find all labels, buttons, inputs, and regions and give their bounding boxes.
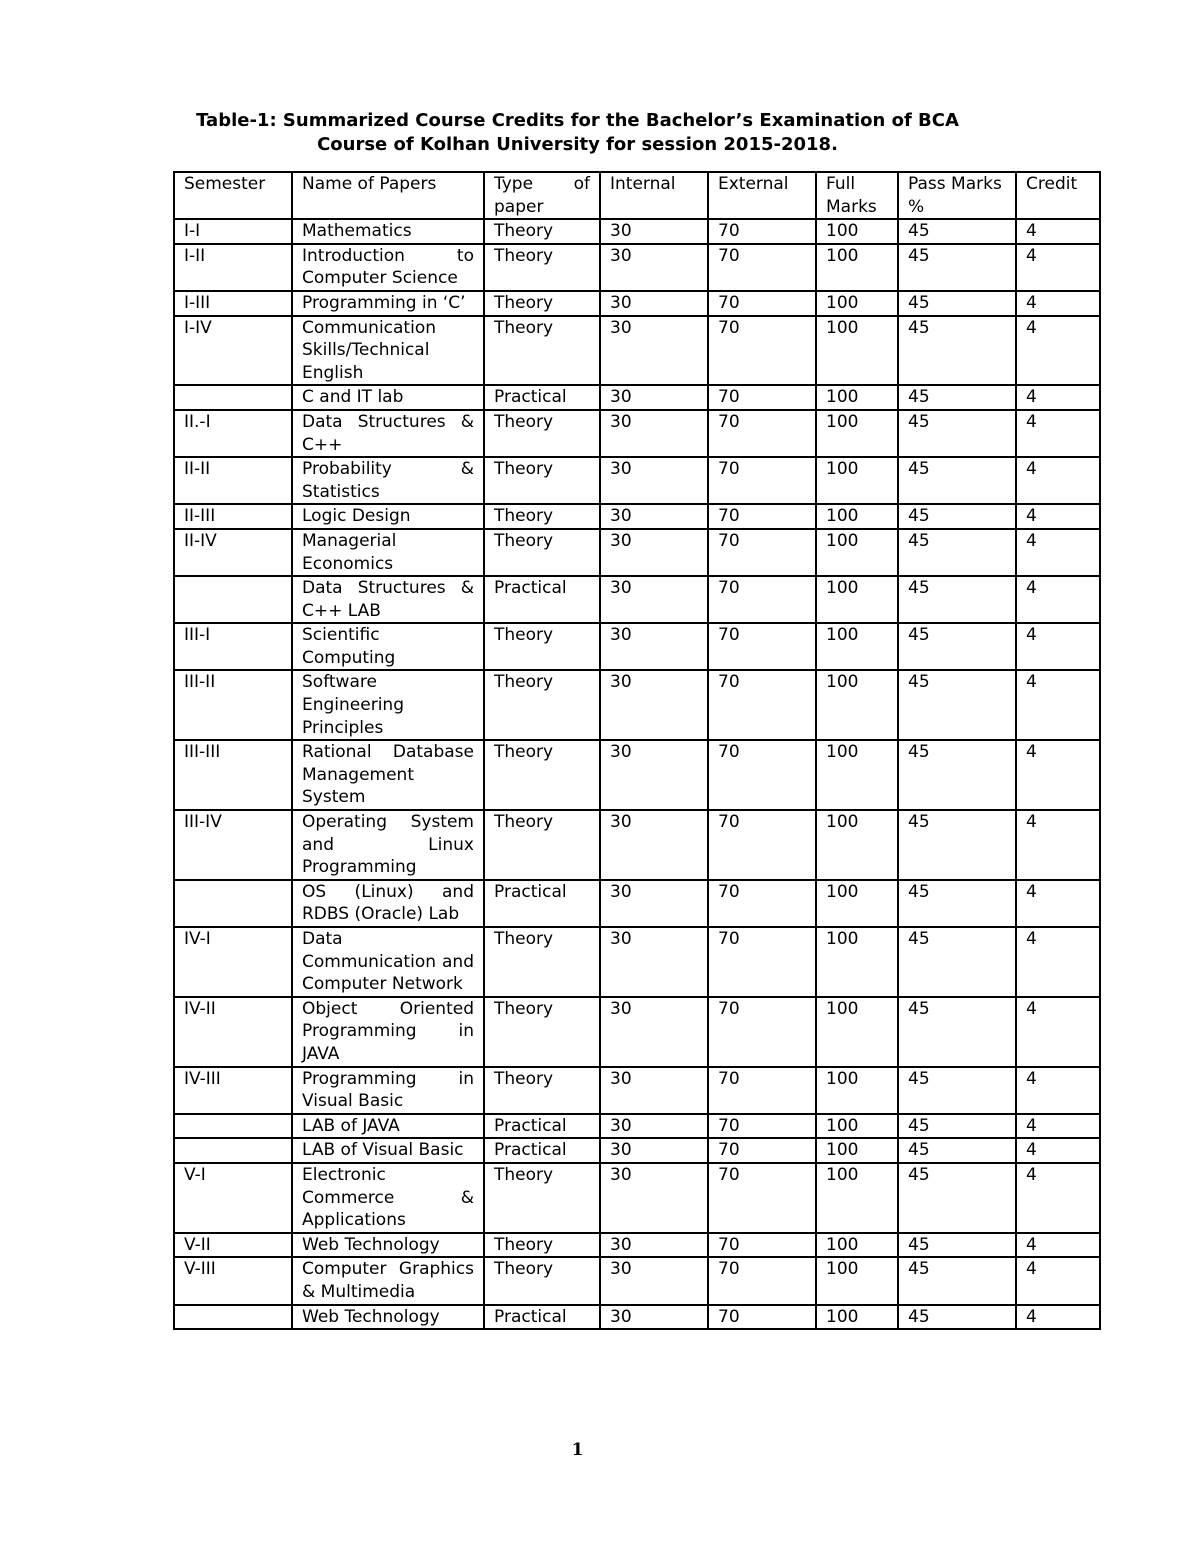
credit-cell: 4 <box>1016 927 1100 997</box>
pass-marks-cell: 45 <box>898 1114 1016 1139</box>
table-row <box>174 316 1100 386</box>
table-row <box>174 291 1100 316</box>
table-row <box>174 927 1100 997</box>
internal-marks-cell: 30 <box>600 1067 708 1114</box>
paper-name-cell: Object Oriented Programming in JAVA <box>292 997 484 1067</box>
full-marks-cell: 100 <box>816 623 898 670</box>
paper-type-cell: Theory <box>484 1067 600 1114</box>
semester-cell <box>174 1114 292 1139</box>
paper-name-cell: Computer Graphics & Multimedia <box>292 1257 484 1304</box>
internal-marks-cell: 30 <box>600 1257 708 1304</box>
pass-marks-cell: 45 <box>898 1233 1016 1258</box>
header-type-of-paper: Type of paper <box>484 172 600 219</box>
paper-type-cell: Theory <box>484 1233 600 1258</box>
full-marks-cell: 100 <box>816 740 898 810</box>
table-row <box>174 740 1100 810</box>
full-marks-cell: 100 <box>816 219 898 244</box>
paper-name-cell: Communication Skills/Technical English <box>292 316 484 386</box>
page-number: 1 <box>571 1440 584 1460</box>
external-marks-cell: 70 <box>708 219 816 244</box>
paper-type-cell: Theory <box>484 810 600 880</box>
header-full-marks: Full Marks <box>816 172 898 219</box>
table-row <box>174 529 1100 576</box>
pass-marks-cell: 45 <box>898 244 1016 291</box>
table-row <box>174 457 1100 504</box>
credit-cell: 4 <box>1016 740 1100 810</box>
paper-type-cell: Practical <box>484 576 600 623</box>
internal-marks-cell: 30 <box>600 529 708 576</box>
external-marks-cell: 70 <box>708 670 816 740</box>
credit-cell: 4 <box>1016 291 1100 316</box>
paper-name-cell: Programming in Visual Basic <box>292 1067 484 1114</box>
external-marks-cell: 70 <box>708 1305 816 1330</box>
header-semester: Semester <box>174 172 292 219</box>
full-marks-cell: 100 <box>816 927 898 997</box>
semester-cell: II-III <box>174 504 292 529</box>
full-marks-cell: 100 <box>816 576 898 623</box>
pass-marks-cell: 45 <box>898 623 1016 670</box>
external-marks-cell: 70 <box>708 740 816 810</box>
credit-cell: 4 <box>1016 1305 1100 1330</box>
credit-cell: 4 <box>1016 1163 1100 1233</box>
table-row <box>174 1305 1100 1330</box>
paper-type-cell: Theory <box>484 1257 600 1304</box>
full-marks-cell: 100 <box>816 1067 898 1114</box>
internal-marks-cell: 30 <box>600 1114 708 1139</box>
internal-marks-cell: 30 <box>600 316 708 386</box>
paper-name-cell: LAB of JAVA <box>292 1114 484 1139</box>
full-marks-cell: 100 <box>816 529 898 576</box>
header-credit: Credit <box>1016 172 1100 219</box>
pass-marks-cell: 45 <box>898 927 1016 997</box>
semester-cell <box>174 576 292 623</box>
paper-type-cell: Theory <box>484 623 600 670</box>
paper-name-cell: OS (Linux) and RDBS (Oracle) Lab <box>292 880 484 927</box>
semester-cell: II-IV <box>174 529 292 576</box>
internal-marks-cell: 30 <box>600 291 708 316</box>
full-marks-cell: 100 <box>816 316 898 386</box>
full-marks-cell: 100 <box>816 1257 898 1304</box>
paper-type-cell: Theory <box>484 244 600 291</box>
external-marks-cell: 70 <box>708 316 816 386</box>
pass-marks-cell: 45 <box>898 1305 1016 1330</box>
table-row <box>174 880 1100 927</box>
paper-type-cell: Theory <box>484 670 600 740</box>
external-marks-cell: 70 <box>708 880 816 927</box>
pass-marks-cell: 45 <box>898 670 1016 740</box>
table-row <box>174 1114 1100 1139</box>
table-row <box>174 623 1100 670</box>
pass-marks-cell: 45 <box>898 880 1016 927</box>
paper-name-cell: Software Engineering Principles <box>292 670 484 740</box>
external-marks-cell: 70 <box>708 410 816 457</box>
internal-marks-cell: 30 <box>600 219 708 244</box>
full-marks-cell: 100 <box>816 880 898 927</box>
paper-type-cell: Theory <box>484 504 600 529</box>
credit-cell: 4 <box>1016 385 1100 410</box>
full-marks-cell: 100 <box>816 385 898 410</box>
table-row <box>174 410 1100 457</box>
credit-cell: 4 <box>1016 1138 1100 1163</box>
paper-name-cell: C and IT lab <box>292 385 484 410</box>
table-row <box>174 1067 1100 1114</box>
external-marks-cell: 70 <box>708 529 816 576</box>
internal-marks-cell: 30 <box>600 504 708 529</box>
external-marks-cell: 70 <box>708 1257 816 1304</box>
semester-cell: IV-III <box>174 1067 292 1114</box>
pass-marks-cell: 45 <box>898 529 1016 576</box>
header-internal: Internal <box>600 172 708 219</box>
table-row <box>174 810 1100 880</box>
full-marks-cell: 100 <box>816 810 898 880</box>
course-credits-table <box>173 171 1101 1330</box>
semester-cell: IV-II <box>174 997 292 1067</box>
semester-cell: IV-I <box>174 927 292 997</box>
full-marks-cell: 100 <box>816 1305 898 1330</box>
pass-marks-cell: 45 <box>898 1138 1016 1163</box>
external-marks-cell: 70 <box>708 576 816 623</box>
paper-type-cell: Practical <box>484 1305 600 1330</box>
internal-marks-cell: 30 <box>600 623 708 670</box>
credit-cell: 4 <box>1016 670 1100 740</box>
credit-cell: 4 <box>1016 880 1100 927</box>
table-header-row <box>174 172 1100 219</box>
semester-cell: I-II <box>174 244 292 291</box>
external-marks-cell: 70 <box>708 1233 816 1258</box>
external-marks-cell: 70 <box>708 1138 816 1163</box>
table-row <box>174 219 1100 244</box>
paper-type-cell: Theory <box>484 997 600 1067</box>
semester-cell <box>174 880 292 927</box>
semester-cell <box>174 1305 292 1330</box>
semester-cell: I-III <box>174 291 292 316</box>
credit-cell: 4 <box>1016 997 1100 1067</box>
pass-marks-cell: 45 <box>898 997 1016 1067</box>
internal-marks-cell: 30 <box>600 1138 708 1163</box>
pass-marks-cell: 45 <box>898 810 1016 880</box>
paper-name-cell: Mathematics <box>292 219 484 244</box>
external-marks-cell: 70 <box>708 997 816 1067</box>
paper-type-cell: Practical <box>484 385 600 410</box>
internal-marks-cell: 30 <box>600 740 708 810</box>
paper-name-cell: Data Structures & C++ <box>292 410 484 457</box>
credit-cell: 4 <box>1016 410 1100 457</box>
table-row <box>174 1233 1100 1258</box>
paper-type-cell: Theory <box>484 410 600 457</box>
internal-marks-cell: 30 <box>600 927 708 997</box>
credit-cell: 4 <box>1016 810 1100 880</box>
paper-name-cell: LAB of Visual Basic <box>292 1138 484 1163</box>
semester-cell: II.-I <box>174 410 292 457</box>
pass-marks-cell: 45 <box>898 504 1016 529</box>
credit-cell: 4 <box>1016 1114 1100 1139</box>
internal-marks-cell: 30 <box>600 1305 708 1330</box>
full-marks-cell: 100 <box>816 997 898 1067</box>
internal-marks-cell: 30 <box>600 1233 708 1258</box>
pass-marks-cell: 45 <box>898 740 1016 810</box>
paper-type-cell: Theory <box>484 1163 600 1233</box>
paper-name-cell: Programming in ‘C’ <box>292 291 484 316</box>
internal-marks-cell: 30 <box>600 1163 708 1233</box>
internal-marks-cell: 30 <box>600 385 708 410</box>
table-title-line-1: Table-1: Summarized Course Credits for the Bachelor’s Examination of BCA <box>196 110 959 131</box>
internal-marks-cell: 30 <box>600 810 708 880</box>
semester-cell <box>174 1138 292 1163</box>
external-marks-cell: 70 <box>708 1067 816 1114</box>
table-row <box>174 670 1100 740</box>
full-marks-cell: 100 <box>816 1163 898 1233</box>
paper-name-cell: Rational Database Management System <box>292 740 484 810</box>
paper-name-cell: Introduction to Computer Science <box>292 244 484 291</box>
credit-cell: 4 <box>1016 219 1100 244</box>
semester-cell: II-II <box>174 457 292 504</box>
paper-type-cell: Theory <box>484 291 600 316</box>
pass-marks-cell: 45 <box>898 576 1016 623</box>
internal-marks-cell: 30 <box>600 410 708 457</box>
external-marks-cell: 70 <box>708 385 816 410</box>
semester-cell: III-III <box>174 740 292 810</box>
paper-type-cell: Theory <box>484 457 600 504</box>
semester-cell: I-IV <box>174 316 292 386</box>
paper-type-cell: Practical <box>484 880 600 927</box>
full-marks-cell: 100 <box>816 1233 898 1258</box>
table-row <box>174 997 1100 1067</box>
paper-name-cell: Scientific Computing <box>292 623 484 670</box>
credit-cell: 4 <box>1016 576 1100 623</box>
full-marks-cell: 100 <box>816 457 898 504</box>
paper-name-cell: Managerial Economics <box>292 529 484 576</box>
paper-type-cell: Theory <box>484 529 600 576</box>
pass-marks-cell: 45 <box>898 316 1016 386</box>
external-marks-cell: 70 <box>708 504 816 529</box>
credit-cell: 4 <box>1016 529 1100 576</box>
external-marks-cell: 70 <box>708 623 816 670</box>
table-row <box>174 576 1100 623</box>
pass-marks-cell: 45 <box>898 410 1016 457</box>
header-name-of-papers: Name of Papers <box>292 172 484 219</box>
internal-marks-cell: 30 <box>600 576 708 623</box>
external-marks-cell: 70 <box>708 1163 816 1233</box>
credit-cell: 4 <box>1016 1257 1100 1304</box>
pass-marks-cell: 45 <box>898 1163 1016 1233</box>
semester-cell: V-I <box>174 1163 292 1233</box>
external-marks-cell: 70 <box>708 927 816 997</box>
external-marks-cell: 70 <box>708 244 816 291</box>
semester-cell: III-I <box>174 623 292 670</box>
pass-marks-cell: 45 <box>898 1257 1016 1304</box>
credit-cell: 4 <box>1016 1233 1100 1258</box>
full-marks-cell: 100 <box>816 244 898 291</box>
paper-type-cell: Theory <box>484 316 600 386</box>
external-marks-cell: 70 <box>708 457 816 504</box>
external-marks-cell: 70 <box>708 1114 816 1139</box>
paper-name-cell: Electronic Commerce & Applications <box>292 1163 484 1233</box>
full-marks-cell: 100 <box>816 504 898 529</box>
full-marks-cell: 100 <box>816 670 898 740</box>
internal-marks-cell: 30 <box>600 244 708 291</box>
credit-cell: 4 <box>1016 316 1100 386</box>
paper-type-cell: Theory <box>484 740 600 810</box>
credit-cell: 4 <box>1016 623 1100 670</box>
semester-cell: I-I <box>174 219 292 244</box>
pass-marks-cell: 45 <box>898 219 1016 244</box>
header-external: External <box>708 172 816 219</box>
header-pass-marks: Pass Marks % <box>898 172 1016 219</box>
paper-type-cell: Theory <box>484 219 600 244</box>
paper-name-cell: Probability & Statistics <box>292 457 484 504</box>
table-row <box>174 504 1100 529</box>
pass-marks-cell: 45 <box>898 291 1016 316</box>
paper-name-cell: Operating System and Linux Programming <box>292 810 484 880</box>
full-marks-cell: 100 <box>816 410 898 457</box>
credit-cell: 4 <box>1016 457 1100 504</box>
pass-marks-cell: 45 <box>898 457 1016 504</box>
full-marks-cell: 100 <box>816 291 898 316</box>
credit-cell: 4 <box>1016 244 1100 291</box>
internal-marks-cell: 30 <box>600 670 708 740</box>
credit-cell: 4 <box>1016 504 1100 529</box>
table-row <box>174 385 1100 410</box>
pass-marks-cell: 45 <box>898 385 1016 410</box>
internal-marks-cell: 30 <box>600 457 708 504</box>
semester-cell: V-III <box>174 1257 292 1304</box>
internal-marks-cell: 30 <box>600 997 708 1067</box>
semester-cell: V-II <box>174 1233 292 1258</box>
paper-name-cell: Web Technology <box>292 1233 484 1258</box>
paper-name-cell: Web Technology <box>292 1305 484 1330</box>
paper-name-cell: Logic Design <box>292 504 484 529</box>
paper-name-cell: Data Communication and Computer Network <box>292 927 484 997</box>
table-row <box>174 244 1100 291</box>
paper-type-cell: Practical <box>484 1114 600 1139</box>
semester-cell: III-II <box>174 670 292 740</box>
internal-marks-cell: 30 <box>600 880 708 927</box>
full-marks-cell: 100 <box>816 1114 898 1139</box>
paper-type-cell: Theory <box>484 927 600 997</box>
table-title-line-2: Course of Kolhan University for session 2015-2018. <box>317 134 838 155</box>
external-marks-cell: 70 <box>708 291 816 316</box>
table-row <box>174 1138 1100 1163</box>
table-row <box>174 1163 1100 1233</box>
semester-cell: III-IV <box>174 810 292 880</box>
paper-type-cell: Practical <box>484 1138 600 1163</box>
semester-cell <box>174 385 292 410</box>
paper-name-cell: Data Structures & C++ LAB <box>292 576 484 623</box>
pass-marks-cell: 45 <box>898 1067 1016 1114</box>
external-marks-cell: 70 <box>708 810 816 880</box>
full-marks-cell: 100 <box>816 1138 898 1163</box>
credit-cell: 4 <box>1016 1067 1100 1114</box>
table-row <box>174 1257 1100 1304</box>
